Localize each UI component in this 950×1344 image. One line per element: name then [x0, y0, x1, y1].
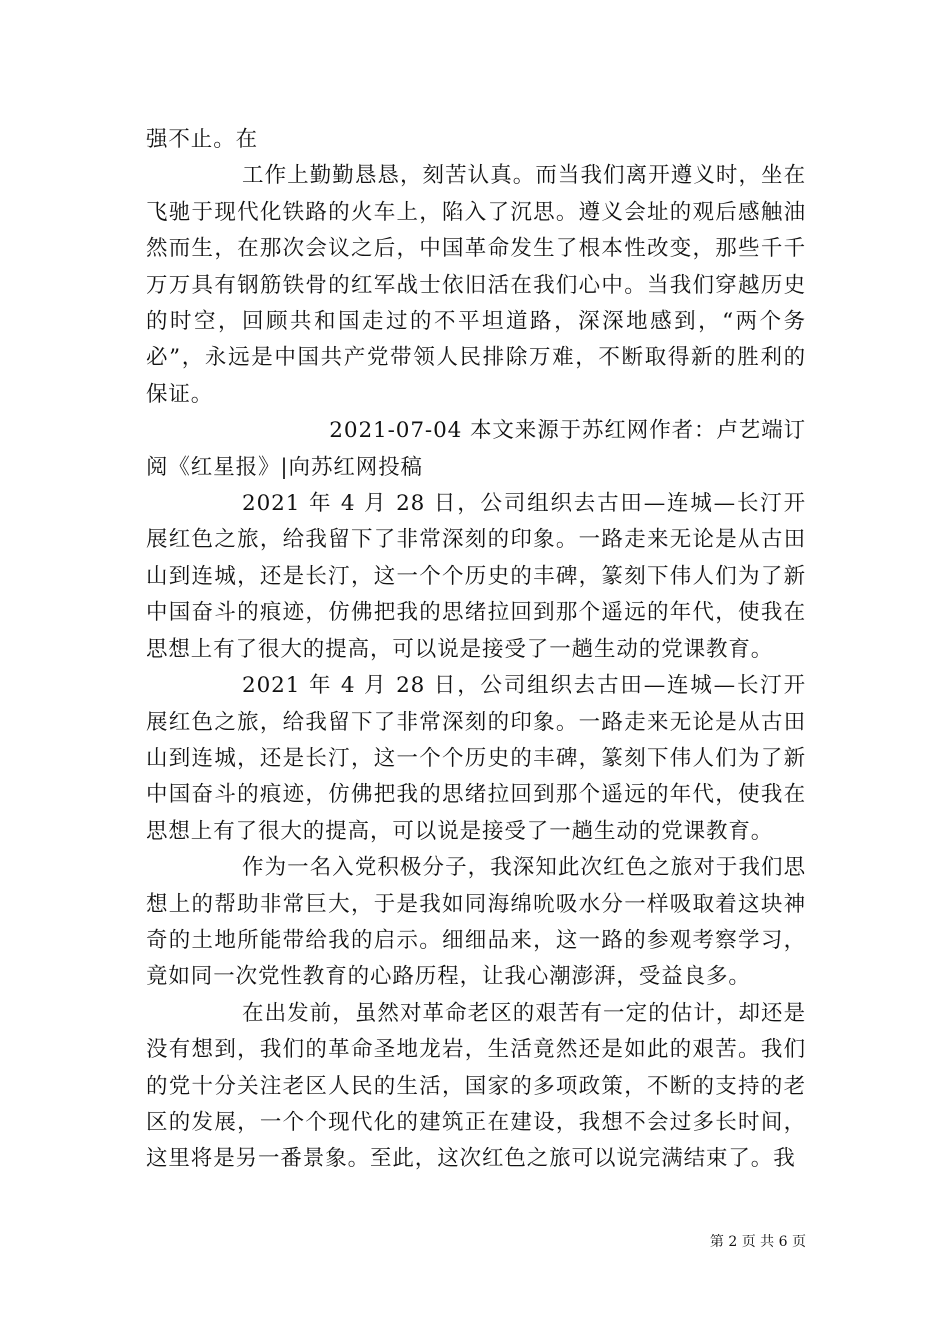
page-number: 第 2 页 共 6 页: [709, 1234, 806, 1250]
paragraph-red-tour-2: 2021 年 4 月 28 日，公司组织去古田—连城—长汀开展红色之旅，给我留下了非常深刻的印象。一路走来无论是从古田山到连城，还是长汀，这一个个历史的丰碑，篆刻下伟人们为了新中国奋斗的痕迹，仿佛把我的思绪拉回到那个遥远的年代，使我在思想上有了很大的提高，可以说是接受了一趟生动的党课教育。: [146, 673, 806, 844]
paragraph-continuation: 强不止。在: [146, 127, 259, 152]
article-source-line: 2021-07-04 本文来源于苏红网作者：卢艺端订: [329, 418, 806, 444]
paragraph-zunyi-reflection: 工作上勤勤恳恳，刻苦认真。而当我们离开遵义时，坐在飞驰于现代化铁路的火车上，陷入了沉思。遵义会址的观后感触油然而生，在那次会议之后，中国革命发生了根本性改变，那些千千万万具有钢筋铁骨的红军战士依旧活在我们心中。当我们穿越历史的时空，回顾共和国走过的不平坦道路，深深地感到，“两个务必”，永远是中国共产党带领人民排除万难，不断取得新的胜利的保证。: [146, 163, 806, 407]
paragraph-party-activist: 作为一名入党积极分子，我深知此次红色之旅对于我们思想上的帮助非常巨大，于是我如同海绵吮吸水分一样吸取着这块神奇的土地所能带给我的启示。细细品来，这一路的参观考察学习，竟如同一次党性教育的心路历程，让我心潮澎湃，受益良多。: [146, 855, 806, 990]
paragraph-before-departure: 在出发前，虽然对革命老区的艰苦有一定的估计，却还是没有想到，我们的革命圣地龙岩，生活竟然还是如此的艰苦。我们的党十分关注老区人民的生活，国家的多项政策，不断的支持的老区的发展，一个个现代化的建筑正在建设，我想不会过多长时间，这里将是另一番景象。至此，这次红色之旅可以说完满结束了。我: [146, 1000, 806, 1172]
article-subscribe-line: 阅《红星报》|向苏红网投稿: [146, 454, 423, 480]
document-body: [146, 122, 806, 1178]
paragraph-red-tour-1: 2021 年 4 月 28 日，公司组织去古田—连城—长汀开展红色之旅，给我留下了非常深刻的印象。一路走来无论是从古田山到连城，还是长汀，这一个个历史的丰碑，篆刻下伟人们为了新中国奋斗的痕迹，仿佛把我的思绪拉回到那个遥远的年代，使我在思想上有了很大的提高，可以说是接受了一趟生动的党课教育。: [146, 491, 806, 662]
